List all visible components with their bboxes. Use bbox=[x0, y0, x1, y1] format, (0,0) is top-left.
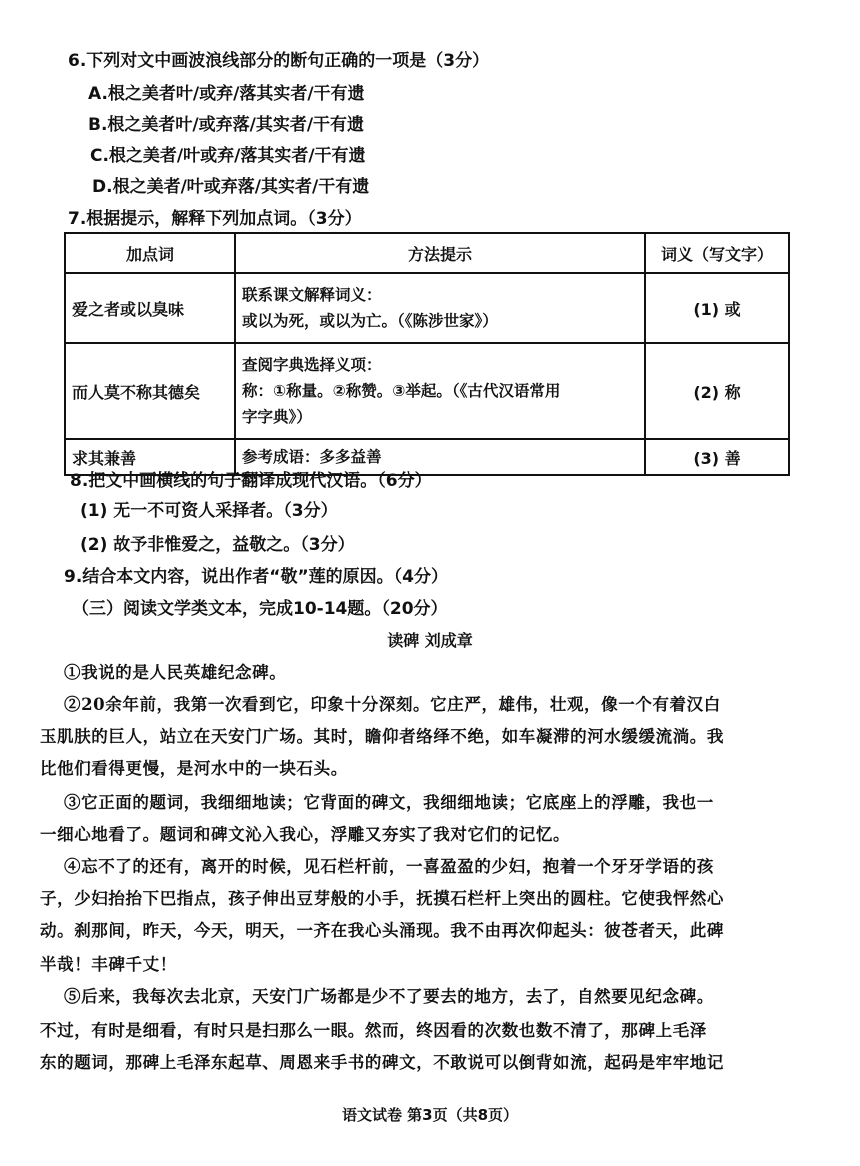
hint-line: 或以为死，或以为亡。（《陈涉世家》） bbox=[242, 312, 498, 330]
section-heading: （三）阅读文学类文本，完成10-14题。（20分） bbox=[72, 599, 448, 619]
table-cell-meaning: (2) 称 bbox=[645, 343, 789, 439]
table-header: 词义（写文字） bbox=[645, 233, 789, 273]
hint-line: 参考成语：多多益善 bbox=[242, 448, 382, 466]
article-line: ③它正面的题词，我细细地读；它背面的碑文，我细细地读；它底座上的浮雕，我也一 bbox=[64, 793, 714, 812]
article-line: 比他们看得更慢，是河水中的一块石头。 bbox=[40, 759, 348, 778]
page-footer: 语文试卷 第3页（共8页） bbox=[341, 1106, 519, 1124]
article-line: ⑤后来，我每次去北京，天安门广场都是少不了要去的地方，去了，自然要见纪念碑。 bbox=[64, 987, 714, 1006]
table-header-row bbox=[65, 233, 789, 273]
question-6-stem: 6.下列对文中画波浪线部分的断句正确的一项是（3分） bbox=[68, 51, 490, 71]
q6-option-b: B.根之美者叶/或弃落/其实者/干有遗 bbox=[88, 115, 365, 135]
article-line: 一细心地看了。题词和碑文沁入我心，浮雕又夯实了我对它们的记忆。 bbox=[40, 825, 571, 844]
question-8-stem: 8.把文中画横线的句子翻译成现代汉语。（6分） bbox=[70, 471, 432, 491]
table-cell-meaning: (3) 善 bbox=[645, 439, 789, 475]
hint-line: 查阅字典选择义项： bbox=[242, 356, 382, 374]
article-line: 子，少妇抬抬下巴指点，孩子伸出豆芽般的小手，抚摸石栏杆上突出的圆柱。它使我怦然心 bbox=[40, 889, 724, 908]
article-line: 半哉！丰碑千丈！ bbox=[40, 955, 177, 974]
article-line: ①我说的是人民英雄纪念碑。 bbox=[64, 663, 287, 682]
question-7-stem: 7.根据提示，解释下列加点词。（3分） bbox=[68, 209, 362, 229]
q8-item-1: (1) 无一不可资人采择者。（3分） bbox=[80, 501, 338, 521]
q6-option-d: D.根之美者/叶或弃落/其实者/干有遗 bbox=[92, 177, 370, 197]
question-9-stem: 9.结合本文内容，说出作者“敬”莲的原因。（4分） bbox=[64, 567, 448, 587]
article-title: 读碑 刘成章 bbox=[387, 631, 473, 650]
table-cell-hint bbox=[235, 343, 645, 439]
article-line: 玉肌肤的巨人，站立在天安门广场。其时，瞻仰者络绎不绝，如车凝滞的河水缓缓流淌。我 bbox=[40, 727, 724, 746]
q8-item-2: (2) 故予非惟爱之，益敬之。（3分） bbox=[80, 535, 355, 555]
table-cell-word: 而人莫不称其德矣 bbox=[65, 343, 235, 439]
table-cell-meaning: (1) 或 bbox=[645, 273, 789, 343]
table-cell-word: 爱之者或以臭味 bbox=[65, 273, 235, 343]
article-line: ④忘不了的还有，离开的时候，见石栏杆前，一喜盈盈的少妇，抱着一个牙牙学语的孩 bbox=[64, 857, 714, 876]
article-line: 动。刹那间，昨天，今天，明天，一齐在我心头涌现。我不由再次仰起头：彼苍者天，此碑 bbox=[40, 921, 724, 940]
hint-line: 字字典》） bbox=[242, 408, 312, 426]
hint-line: 称：①称量。②称赞。③举起。（《古代汉语常用 bbox=[242, 382, 561, 400]
table-cell-hint bbox=[235, 273, 645, 343]
q7-table bbox=[64, 232, 790, 476]
table-cell-word: 求其兼善 bbox=[65, 439, 235, 475]
table-row bbox=[65, 343, 789, 439]
q6-option-c: C.根之美者/叶或弃/落其实者/干有遗 bbox=[90, 146, 366, 166]
article-line: ②20余年前，我第一次看到它，印象十分深刻。它庄严，雄伟，壮观，像一个有着汉白 bbox=[64, 695, 721, 714]
q6-option-a: A.根之美者叶/或弃/落其实者/干有遗 bbox=[88, 84, 365, 104]
hint-line: 联系课文解释词义： bbox=[242, 286, 382, 304]
article-line: 不过，有时是细看，有时只是扫那么一眼。然而，终因看的次数也数不清了，那碑上毛泽 bbox=[40, 1021, 707, 1040]
article-line: 东的题词，那碑上毛泽东起草、周恩来手书的碑文，不敢说可以倒背如流，起码是牢牢地记 bbox=[40, 1053, 724, 1072]
table-header: 加点词 bbox=[65, 233, 235, 273]
table-row bbox=[65, 273, 789, 343]
table-header: 方法提示 bbox=[235, 233, 645, 273]
